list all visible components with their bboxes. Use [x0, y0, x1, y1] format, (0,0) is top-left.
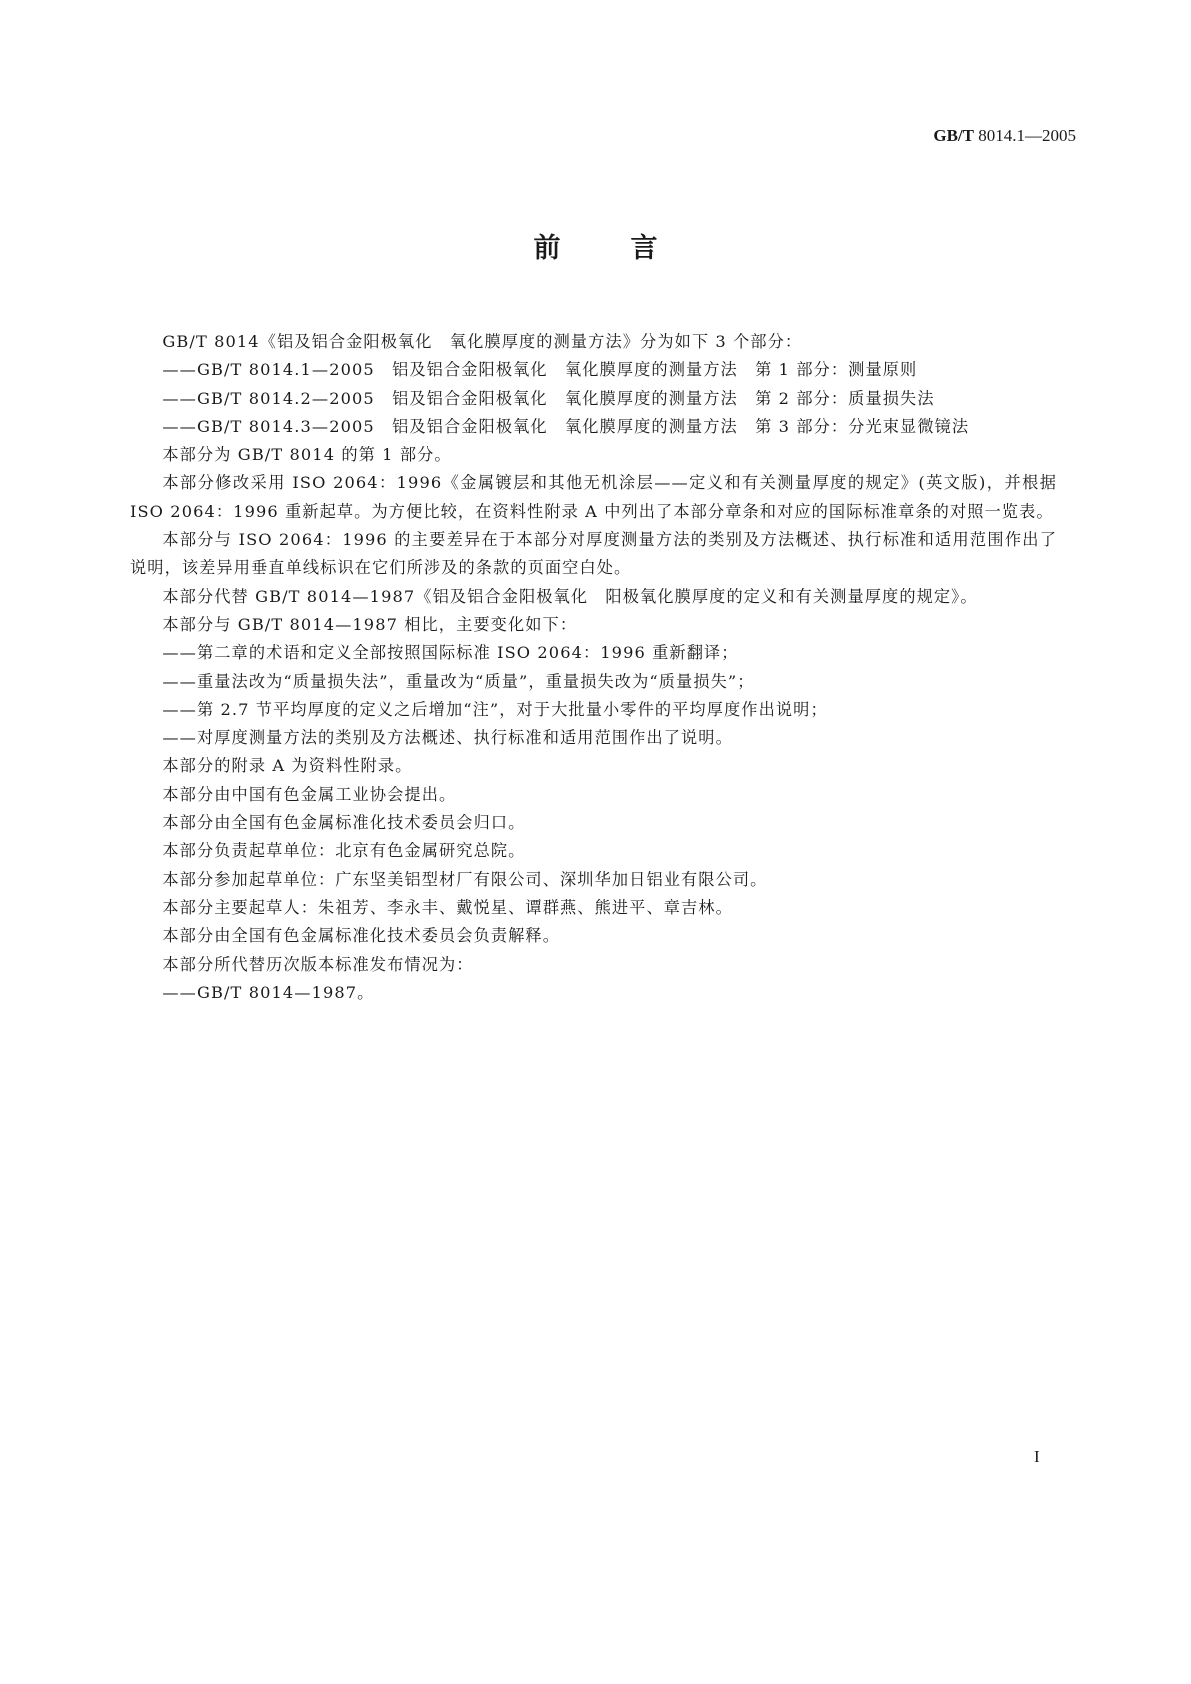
paragraph-part-statement: 本部分为 GB/T 8014 的第 1 部分。 — [162, 445, 452, 465]
paragraph-interpretation: 本部分由全国有色金属标准化技术委员会负责解释。 — [162, 926, 561, 946]
list-item-change-3: ——第 2.7 节平均厚度的定义之后增加“注”，对于大批量小零件的平均厚度作出说明； — [162, 699, 828, 719]
page-number: I — [1034, 1447, 1040, 1466]
paragraph-drafters: 本部分主要起草人：朱祖芳、李永丰、戴悦星、谭群燕、熊进平、章吉林。 — [162, 897, 733, 917]
standard-number: 8014.1—2005 — [978, 126, 1076, 145]
title-char-2: 言 — [630, 233, 658, 264]
page-title — [0, 226, 1191, 265]
paragraph-proposed-by: 本部分由中国有色金属工业协会提出。 — [162, 784, 457, 804]
list-item-change-2: ——重量法改为“质量损失法”，重量改为“质量”，重量损失改为“质量损失”； — [162, 671, 755, 691]
list-item-part-2: ——GB/T 8014.2—2005 铝及铝合金阳极氧化 氧化膜厚度的测量方法 第 2 部分：质量损失法 — [162, 388, 935, 408]
paragraph-participating-units: 本部分参加起草单位：广东坚美铝型材厂有限公司、深圳华加日铝业有限公司。 — [162, 869, 768, 889]
paragraph-iso-differences: 本部分与 ISO 2064：1996 的主要差异在于本部分对厚度测量方法的类别及方法概述、执行标准和适用范围作出了说明，该差异用垂直单线标识在它们所涉及的条款的页面空白处。 — [130, 530, 1057, 578]
list-item-history-1: ——GB/T 8014—1987。 — [162, 982, 375, 1002]
paragraph-changes-intro: 本部分与 GB/T 8014—1987 相比，主要变化如下： — [162, 614, 578, 634]
paragraph-annex: 本部分的附录 A 为资料性附录。 — [162, 756, 413, 776]
list-item-part-1: ——GB/T 8014.1—2005 铝及铝合金阳极氧化 氧化膜厚度的测量方法 第 1 部分：测量原则 — [162, 360, 918, 380]
list-item-change-1: ——第二章的术语和定义全部按照国际标准 ISO 2064：1996 重新翻译； — [162, 643, 739, 663]
paragraph-managed-by: 本部分由全国有色金属标准化技术委员会归口。 — [162, 813, 526, 833]
paragraph-iso-adoption: 本部分修改采用 ISO 2064：1996《金属镀层和其他无机涂层——定义和有关测量厚度的规定》(英文版)，并根据 ISO 2064：1996 重新起草。为方便比较，在资料性附录 A 中列出了本部分章条和对应的国际标准章条的对照一览表。 — [130, 473, 1057, 521]
paragraph-history-intro: 本部分所代替历次版本标准发布情况为： — [162, 954, 474, 974]
paragraph-parts-intro: GB/T 8014《铝及铝合金阳极氧化 氧化膜厚度的测量方法》分为如下 3 个部分： — [162, 332, 803, 351]
standard-prefix: GB/T — [933, 126, 974, 145]
paragraph-replaces: 本部分代替 GB/T 8014—1987《铝及铝合金阳极氧化 阳极氧化膜厚度的定义和有关测量厚度的规定》。 — [162, 586, 978, 606]
foreword-body — [130, 328, 1057, 1007]
paragraph-drafting-unit: 本部分负责起草单位：北京有色金属研究总院。 — [162, 841, 526, 861]
standard-code — [933, 126, 1076, 146]
list-item-change-4: ——对厚度测量方法的类别及方法概述、执行标准和适用范围作出了说明。 — [162, 728, 733, 748]
list-item-part-3: ——GB/T 8014.3—2005 铝及铝合金阳极氧化 氧化膜厚度的测量方法 第 3 部分：分光束显微镜法 — [162, 416, 970, 436]
title-char-1: 前 — [533, 233, 561, 264]
